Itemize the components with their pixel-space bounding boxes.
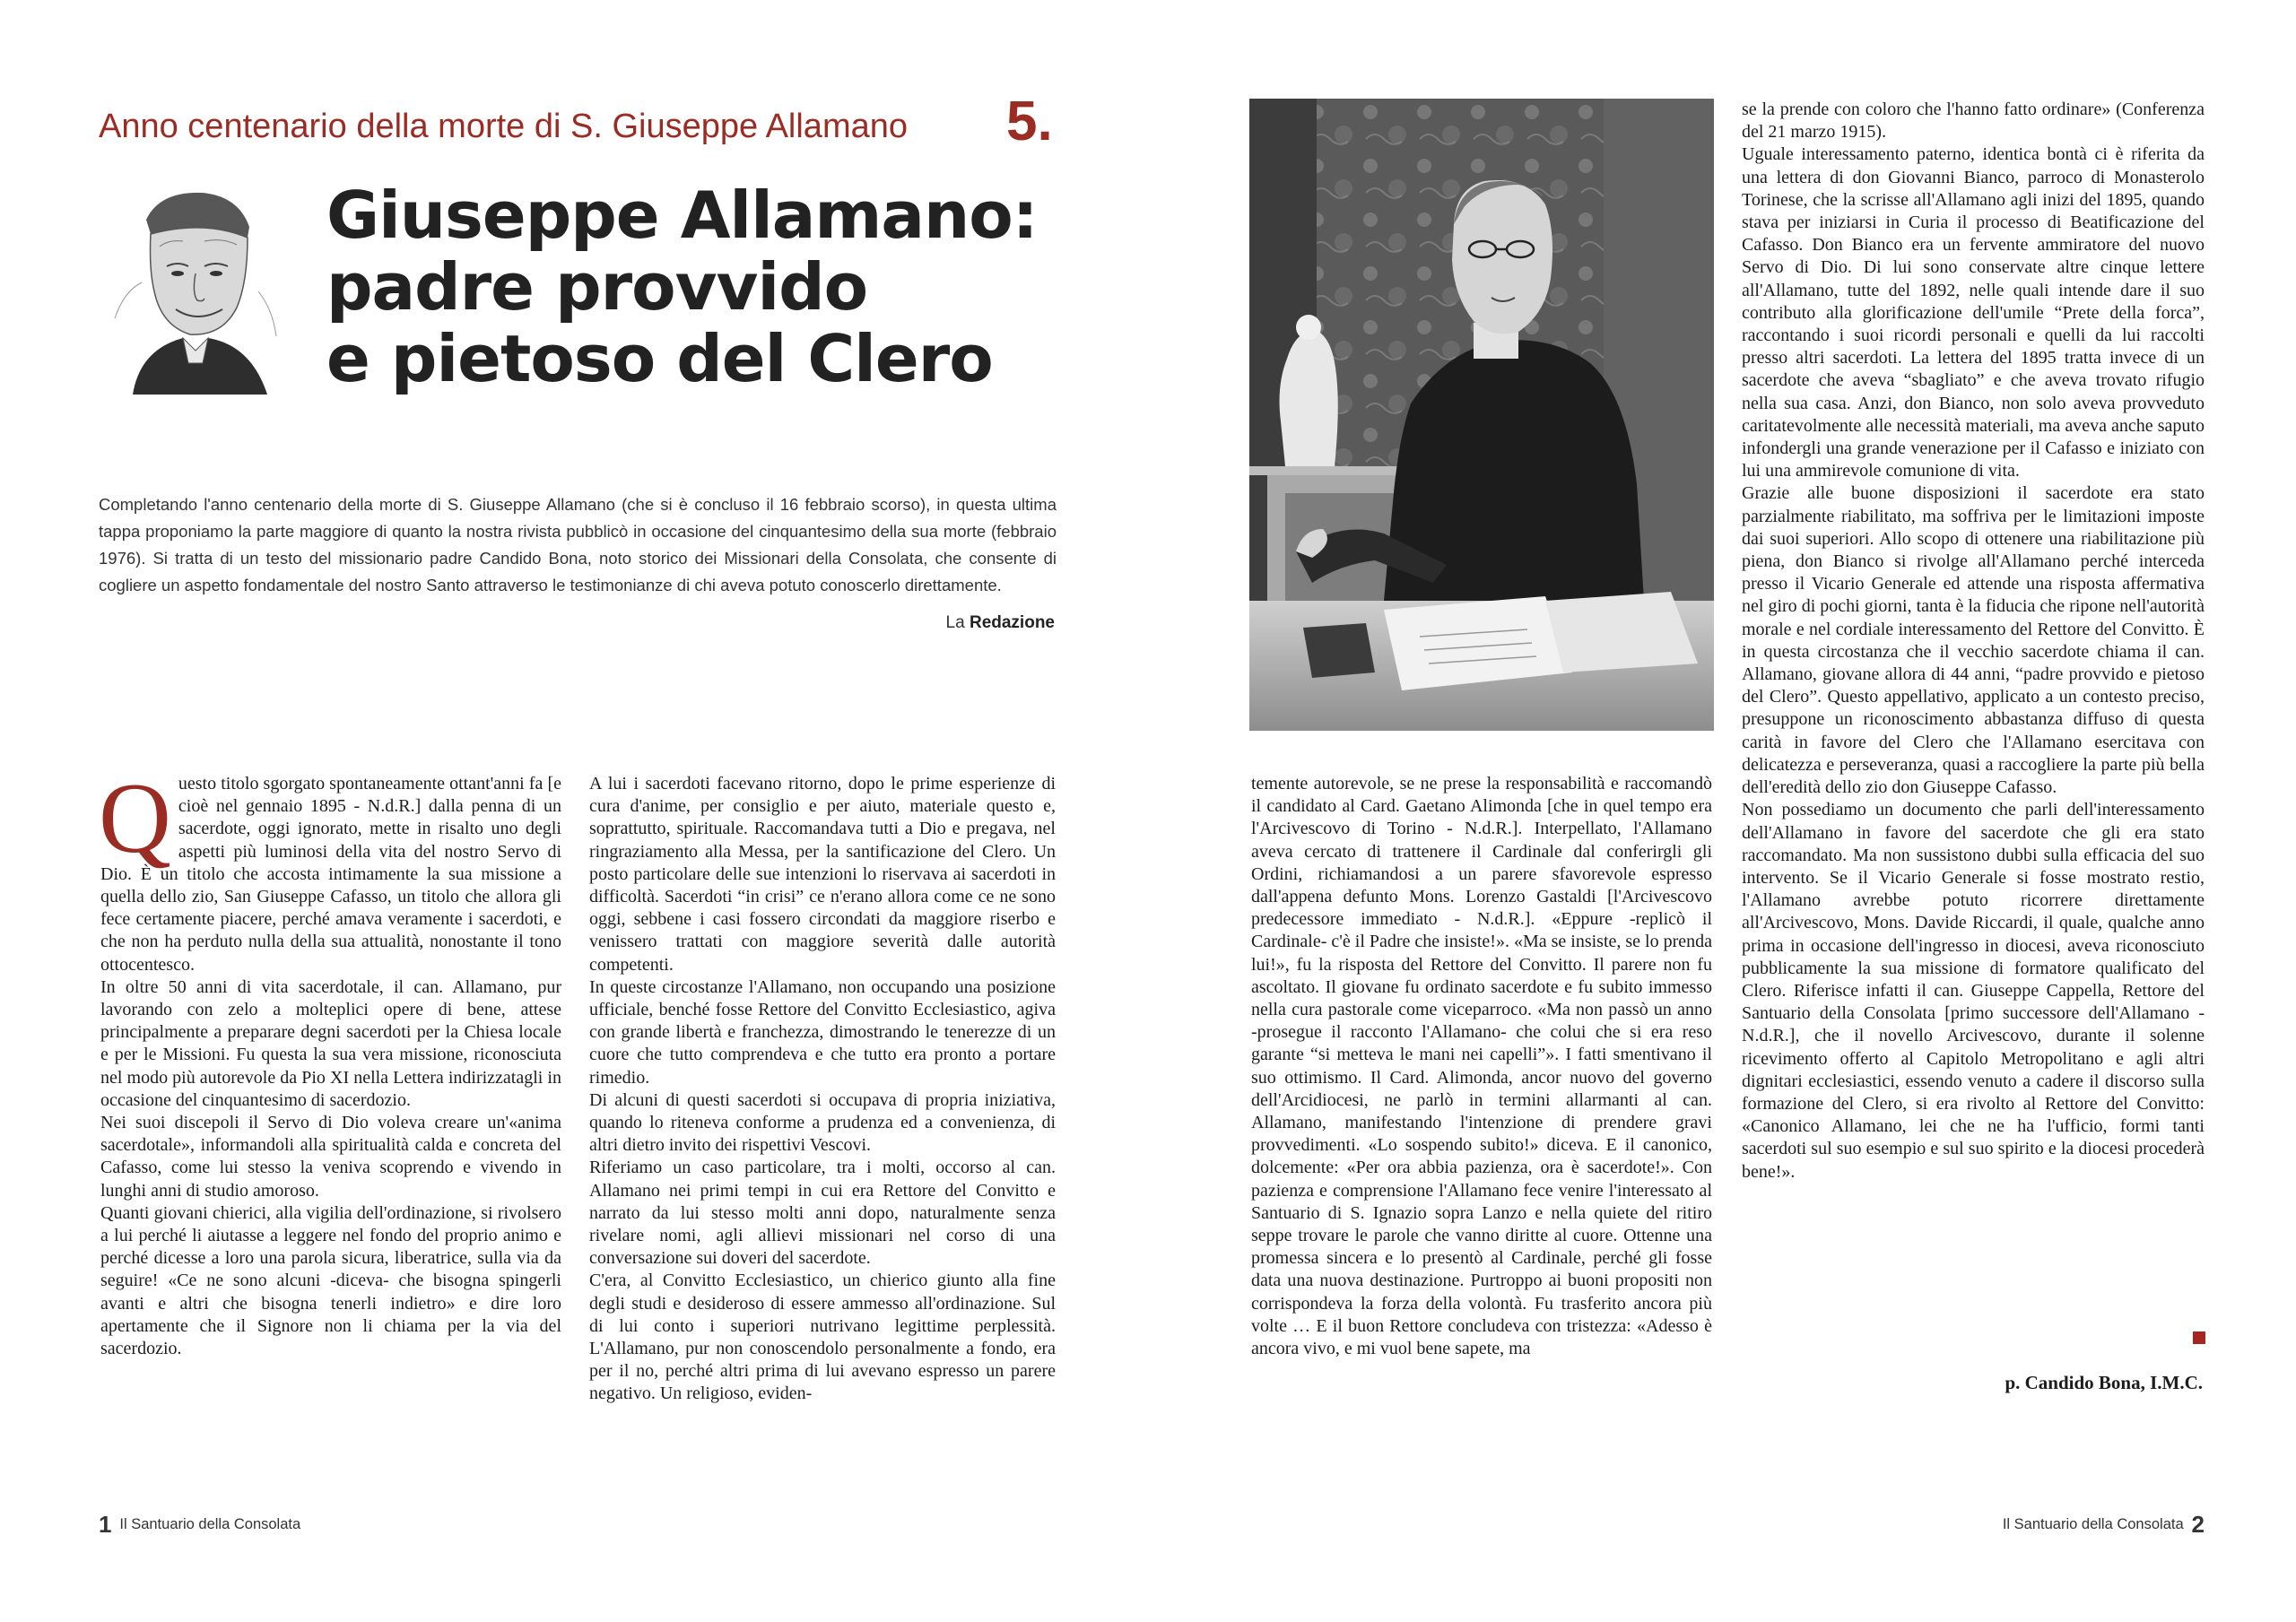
drop-cap: Q <box>99 763 171 874</box>
allamano-writing-photo <box>1249 99 1714 731</box>
article-title <box>326 179 1062 395</box>
paragraph: In queste circostanze l'Allamano, non occupando una posizione ufficiale, benché fosse Rettore del Convitto Ecclesiastico, agiva con grande libertà e franchezza, dimostrando le tenerezze di un cuore che tutto comprendeva e che tutto era pronto a portare rimedio. <box>589 976 1056 1088</box>
magazine-name: Il Santuario della Consolata <box>2002 1516 2184 1532</box>
paragraph: Riferiamo un caso particolare, tra i molti, occorso al can. Allamano nei primi tempi in cui era Rettore del Convitto e narrato da lui stesso molti anni dopo, naturalmente senza rivelare nomi, agli allievi missionari nel corso di una conversazione sui doveri del sacerdote. <box>589 1158 1056 1269</box>
paragraph: Quanti giovani chierici, alla vigilia dell'ordinazione, si rivolsero a lui perché li aiutasse a leggere nel fondo del proprio animo e perché dicesse a loro una parola sicura, liberatrice, sulla via da seguire! «Ce ne sono alcuni -diceva- che bisogna spingerli avanti e altri che bisogna tenerli indietro» e dire loro apertamente che il Signore non li chiama per la via del sacerdozio. <box>100 1202 561 1359</box>
article-column-2 <box>589 773 1056 1406</box>
article-column-3 <box>1251 773 1712 1360</box>
right-folio <box>2003 1511 2205 1539</box>
article-column-1 <box>99 763 561 1360</box>
signature-name: Redazione <box>969 613 1055 632</box>
paragraph: C'era, al Convitto Ecclesiastico, un chierico giunto alla fine degli studi e desideroso di essere ammesso all'ordinazione. Sul di lui conto i superiori nutrivano legittime perplessità. L'Allamano, pur non conoscendolo personalmente a fondo, era per il no, perché altri prima di lui avevano espresso un parere negativo. Un religioso, eviden- <box>589 1271 1056 1404</box>
left-folio <box>99 1511 300 1539</box>
article-column-4 <box>1742 99 2205 1184</box>
title-line-2: padre provvido <box>326 249 868 325</box>
title-line-3: e pietoso del Clero <box>326 321 993 396</box>
paragraph: temente autorevole, se ne prese la responsabilità e raccomandò il candidato al Card. Gaetano Alimonda [che in quel tempo era l'Arcivescovo di Torino - N.d.R.]. Interpellato, l'Allamano aveva cercato di trattenere il Cardinale dal conferirgli gli Ordini, richiamandosi a un parere sfavorevole espresso dall'appena defunto Mons. Lorenzo Gastaldi [l'Arcivescovo predecessore immediato - N.d.R.]. «Eppure -replicò il Cardinale- c'è il Padre che insiste!». «Ma se insiste, se lo prenda lui!», fu la risposta del Rettore del Convitto. Il parere non fu ascoltato. Il giovane fu ordinato sacerdote e fu subito immesso nella cura pastorale come viceparroco. «Ma non passò un anno -prosegue il racconto l'Allamano- che colui che si era reso garante “si metteva le mani nei capelli”». I fatti smentivano il suo ottimismo. Il Card. Alimonda, ancor nuovo del governo dell'Arcidiocesi, ne parlò in termini allarmanti al can. Allamano, manifestando l'intenzione di prendere gravi provvedimenti. «Lo sospendo subito!» diceva. E il canonico, dolcemente: «Per ora abbia pazienza, ora è sacerdote!». Con pazienza e comprensione l'Allamano fece venire l'interessato al Santuario di S. Ignazio sopra Lanzo e nella quiete del ritiro seppe trovare le parole che vanno diritte al cuore. Ottenne una promessa sincera e lo presentò al Cardinale, perché gli fosse data una nuova destinazione. Purtroppo ai buoni propositi non corrispondeva la forza della volontà. Fu trasferito ancora più volte … E il buon Rettore concludeva con tristezza: «Adesso è ancora vivo, e mi vuol bene sapete, ma <box>1251 774 1713 1359</box>
paragraph: Grazie alle buone disposizioni il sacerdote era stato parzialmente riabilitato, ma soffriva per le limitazioni imposte dai suoi superiori. Allo scopo di ottenere una riabilitazione più piena, don Bianco si rivolge all'Allamano perché interceda presso il Vicario Generale ed attende una risposta affermativa nel giro di pochi giorni, tanta è la fiducia che ripone nell'autorità morale e nel cordiale interessamento del Rettore del Convitto. È in questa circostanza che il vecchio sacerdote chiama il can. Allamano, giovane allora di 44 anni, “padre provvido e pietoso del Clero”. Questo appellativo, applicato a un contesto preciso, presuppone un riconoscimento abbastanza diffuso di questa carità in favore del Clero che l'Allamano esercitava con delicatezza e perseveranza, quasi a raccogliere la parte più bella dell'eredità dello zio don Giuseppe Cafasso. <box>1742 483 2205 798</box>
magazine-name: Il Santuario della Consolata <box>119 1516 301 1532</box>
end-of-article-mark <box>2193 1331 2205 1344</box>
editorial-signature <box>946 613 1055 633</box>
paragraph: Di alcuni di questi sacerdoti si occupava di propria iniziativa, quando lo riteneva conforme a prudenza ed a convenienza, di altri dietro invito dei rispettivi Vescovi. <box>589 1089 1056 1156</box>
title-line-1: Giuseppe Allamano: <box>326 178 1038 253</box>
signature-prefix: La <box>945 613 965 632</box>
allamano-sketch-portrait <box>97 184 287 395</box>
page-number: 2 <box>2191 1511 2205 1538</box>
series-kicker: Anno centenario della morte di S. Giuseppe Allamano <box>99 108 908 145</box>
paragraph: se la prende con coloro che l'hanno fatto ordinare» (Conferenza del 21 marzo 1915). <box>1742 100 2205 143</box>
paragraph: Nei suoi discepoli il Servo di Dio voleva creare un'«anima sacerdotale», informandoli alla spiritualità calda e concreta del Cafasso, come lui stesso la veniva scoprendo e vivendo in lunghi anni di studio amoroso. <box>100 1113 561 1201</box>
author-byline: p. Candido Bona, I.M.C. <box>2005 1372 2203 1393</box>
paragraph: Uguale interessamento paterno, identica bontà ci è riferita da una lettera di don Giovanni Bianco, parroco di Monasterolo Torinese, che la scrisse all'Allamano agli inizi del 1895, quando stava per iniziarsi in Curia il processo di Beatificazione del Cafasso. Don Bianco era un fervente ammiratore del nuovo Servo di Dio. Di lui sono conservate altre cinque lettere all'Allamano, tutte del 1892, nelle quali intende dare il suo contributo alla glorificazione dell'umile “Prete della forca”, raccontando i suoi ricordi personali e quelli da lui raccolti presso altri sacerdoti. La lettera del 1895 tratta invece di un sacerdote che aveva “sbagliato” e che aveva trovato rifugio nella sua casa. Anzi, don Bianco, non solo aveva provveduto caritatevolmente alle necessità materiali, ma aveva anche saputo infondergli una grande venerazione per il Cafasso e iniziato con lui una ammirevole comunione di vita. <box>1742 144 2205 481</box>
section-number: 5. <box>1006 91 1053 152</box>
paragraph: A lui i sacerdoti facevano ritorno, dopo le prime esperienze di cura d'anime, per consiglio e per aiuto, materiale questo e, soprattutto, spirituale. Raccomandava tutti a Dio e pregava, nel ringraziamento alla Messa, per la santificazione del Clero. Un posto particolare delle sue intenzioni lo riservava ai sacerdoti in difficoltà. Sacerdoti “in crisi” ce n'erano allora come ce ne sono oggi, sebbene i casi fossero circondati da maggiore riserbo e venissero trattati con maggiore severità dalle autorità competenti. <box>589 774 1056 975</box>
page-number: 1 <box>99 1511 112 1538</box>
paragraph: Questo titolo sgorgato spontaneamente ottant'anni fa [e cioè nel gennaio 1895 - N.d.R.] dalla penna di un sacerdote, oggi ignorato, mette in risalto uno degli aspetti più luminosi della vita del nostro Servo di Dio. È un titolo che accosta intimamente la sua missione a quella dello zio, San Giuseppe Cafasso, un titolo che allora gli fece certamente piacere, perché amava veramente i sacerdoti, e che non ha perduto nulla della sua attualità, nonostante il tono ottocentesco. <box>99 763 561 975</box>
paragraph: In oltre 50 anni di vita sacerdotale, il can. Allamano, pur lavorando con zelo a molteplici opere di bene, attese principalmente a preparare degni sacerdoti per la Chiesa locale e per le Missioni. Fu questa la sua vera missione, riconosciuta nel modo più autorevole da Pio XI nella Lettera indirizzatagli in occasione del cinquantesimo di sacerdozio. <box>100 976 561 1110</box>
intro-paragraph: Completando l'anno centenario della morte di S. Giuseppe Allamano (che si è concluso il 16 febbraio scorso), in questa ultima tappa proponiamo la parte maggiore di quanto la nostra rivista pubblicò in occasione del cinquantesimo della sua morte (febbraio 1976). Si tratta di un testo del missionario padre Candido Bona, noto storico dei Missionari della Consolata, che consente di cogliere un aspetto fondamentale del nostro Santo attraverso le testimonianze di chi aveva potuto conoscerlo direttamente. <box>99 495 1057 594</box>
paragraph: Non possediamo un documento che parli dell'interessamento dell'Allamano in favore del sacerdote che gli era stato raccomandato. Ma non sussistono dubbi sulla efficacia del suo intervento. Se il Vicario Generale si fosse mostrato restio, l'Allamano avrebbe potuto ricorrere direttamente all'Arcivescovo, Mons. Davide Riccardi, il quale, qualche anno prima in occasione dell'ingresso in diocesi, aveva riconosciuto pubblicamente la sua missione di formatore qualificato del Clero. Riferisce infatti il can. Giuseppe Cappella, Rettore del Santuario della Consolata [primo successore dell'Allamano - N.d.R.], che il novello Arcivescovo, durante il solenne ricevimento offerto al Capitolo Metropolitano e agli altri dignitari ecclesiastici, essendo venuto a cadere il discorso sulla formazione del Clero, si era rivolto al Rettore del Convitto: «Canonico Allamano, lei che ne ha l'ufficio, formi tanti sacerdoti sul suo esempio e sul suo spirito e la diocesi procederà bene!». <box>1742 800 2205 1182</box>
